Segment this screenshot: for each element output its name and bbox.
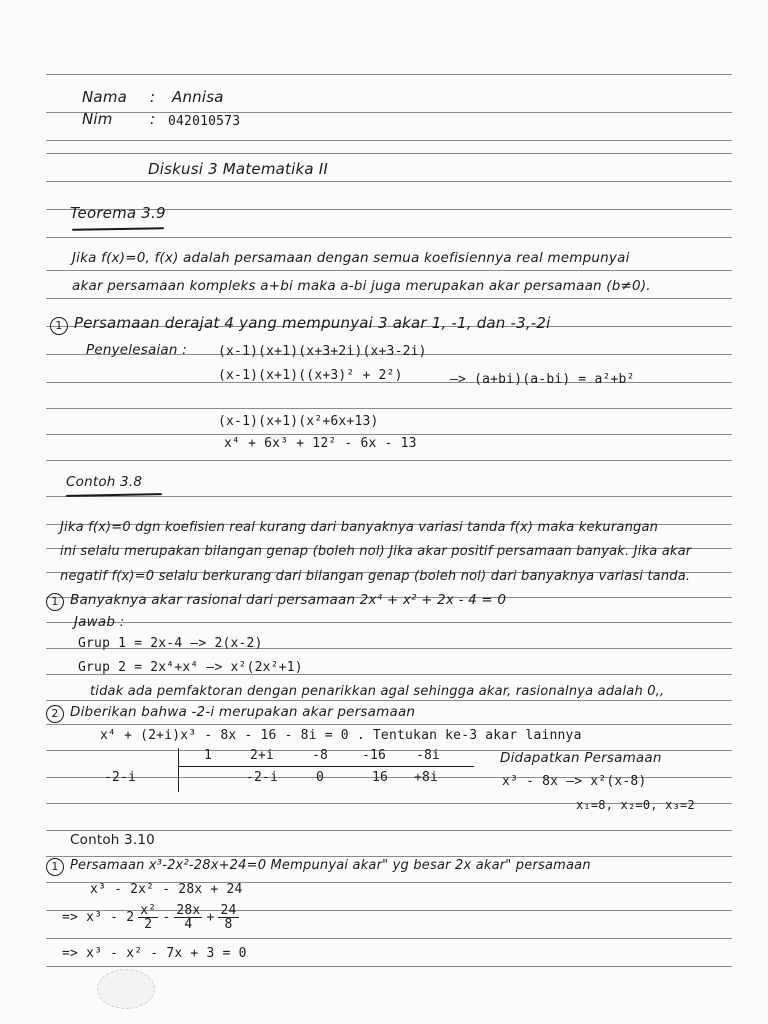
ruled-line — [46, 724, 732, 725]
nim-label: Nim — [82, 110, 113, 128]
result-equation: x³ - 8x —> x²(x-8) — [502, 774, 647, 789]
ruled-line — [46, 966, 732, 967]
equation-line-3: => x³ - x² - 7x + 3 = 0 — [62, 946, 247, 961]
solution-label: Penyelesaian : — [86, 342, 187, 358]
division-vertical-line — [178, 748, 179, 792]
nim-value: 042010573 — [168, 114, 241, 129]
name-label: Nama — [82, 88, 128, 106]
division-divisor: -2-i — [104, 770, 137, 785]
solution-note: —> (a+bi)(a-bi) = a²+b² — [450, 372, 635, 387]
ruled-line — [46, 434, 732, 435]
ruled-line — [46, 496, 732, 497]
question-1-text: Persamaan derajat 4 yang mempunyai 3 akar 1, -1, dan -3,-2i — [74, 314, 551, 332]
question-1-text: Banyaknya akar rasional dari persamaan 2x⁴ + x² + 2x - 4 = 0 — [70, 592, 507, 608]
contoh-38-text-2: ini selalu merupakan bilangan genap (boleh nol) Jika akar positif persamaan banyak. Jika akar — [60, 544, 692, 559]
name-value: Annisa — [172, 88, 224, 106]
fraction — [174, 904, 202, 931]
name-separator: : — [150, 88, 156, 106]
fraction-numerator: x² — [140, 903, 157, 918]
contoh-38-question-1 — [46, 592, 506, 611]
teorema-question-1 — [50, 314, 551, 335]
ruled-line — [46, 622, 732, 623]
division-cell: -2-i — [246, 770, 279, 785]
ruled-line — [46, 830, 732, 831]
ruled-line — [46, 74, 732, 75]
contoh-38-text-3: negatif f(x)=0 selalu berkurang dari bilangan genap (boleh nol) dari banyaknya variasi tanda. — [60, 569, 691, 584]
question-number-circle: 1 — [46, 593, 64, 611]
fraction-denominator: 8 — [224, 917, 233, 932]
ruled-line — [46, 270, 732, 271]
minus-sign: - — [162, 910, 171, 925]
question-number-circle: 1 — [50, 317, 68, 335]
equation-line-2 — [62, 904, 243, 931]
ruled-line — [46, 460, 732, 461]
equation-line-2-prefix: => x³ - 2 — [62, 910, 135, 925]
question-1-text: Persamaan x³-2x²-28x+24=0 Mempunyai akar" yg besar 2x akar" persamaan — [70, 858, 591, 873]
division-cell: 0 — [316, 770, 325, 785]
group-2: Grup 2 = 2x⁴+x⁴ —> x²(2x²+1) — [78, 660, 303, 675]
plus-sign: + — [206, 910, 215, 925]
group-1: Grup 1 = 2x-4 —> 2(x-2) — [78, 636, 263, 651]
question-number-circle: 2 — [46, 705, 64, 723]
contoh-38-text-1: Jika f(x)=0 dgn koefisien real kurang dari banyaknya variasi tanda f(x) maka kekurangan — [60, 520, 659, 535]
teorema-text-2: akar persamaan kompleks a+bi maka a-bi juga merupakan akar persamaan (b≠0). — [72, 278, 651, 294]
contoh-310-heading: Contoh 3.10 — [70, 832, 155, 848]
nim-separator: : — [150, 110, 156, 128]
fraction-denominator: 2 — [144, 917, 153, 932]
division-cell: -8i — [416, 748, 441, 763]
fraction — [218, 904, 238, 931]
page-title: Diskusi 3 Matematika II — [148, 160, 328, 178]
question-number-circle: 1 — [46, 858, 64, 876]
fraction — [138, 904, 158, 931]
result-label: Didapatkan Persamaan — [500, 750, 662, 766]
contoh-38-question-2 — [46, 704, 415, 723]
conclusion: tidak ada pemfaktoran dengan penarikkan agal sehingga akar, rasionalnya adalah 0,, — [90, 684, 665, 699]
solution-step-3: (x-1)(x+1)(x²+6x+13) — [218, 414, 379, 429]
ruled-line — [46, 140, 732, 141]
division-horizontal-line — [178, 766, 474, 767]
question-2-text: Diberikan bahwa -2-i merupakan akar persamaan — [70, 704, 416, 720]
answer-label: Jawab : — [74, 614, 125, 630]
ruled-line — [46, 112, 732, 113]
ruled-line — [46, 181, 732, 182]
ruled-line — [46, 298, 732, 299]
teorema-text-1: Jika f(x)=0, f(x) adalah persamaan dengan semua koefisiennya real mempunyai — [72, 250, 630, 266]
fraction-denominator: 4 — [184, 917, 193, 932]
ruled-line — [46, 938, 732, 939]
division-cell: 2+i — [250, 748, 275, 763]
watermark-stamp — [97, 969, 155, 1009]
heading-underline — [72, 227, 164, 231]
solution-step-2: (x-1)(x+1)((x+3)² + 2²) — [218, 368, 403, 383]
division-cell: 16 — [372, 770, 389, 785]
division-cell: 1 — [204, 748, 213, 763]
division-cell: -16 — [362, 748, 387, 763]
ruled-line — [46, 153, 732, 154]
ruled-line — [46, 408, 732, 409]
contoh-310-question-1 — [46, 858, 591, 876]
division-cell: -8 — [312, 748, 329, 763]
teorema-heading: Teorema 3.9 — [70, 204, 166, 222]
solution-step-1: (x-1)(x+1)(x+3+2i)(x+3-2i) — [218, 344, 427, 359]
ruled-line — [46, 856, 732, 857]
ruled-line — [46, 237, 732, 238]
question-2-equation: x⁴ + (2+i)x³ - 8x - 16 - 8i = 0 . Tentukan ke-3 akar lainnya — [100, 728, 582, 743]
ruled-line — [46, 700, 732, 701]
fraction-numerator: 24 — [220, 903, 237, 918]
fraction-numerator: 28x — [176, 903, 201, 918]
result-roots: x₁=8, x₂=0, x₃=2 — [576, 798, 695, 812]
equation-line-1: x³ - 2x² - 28x + 24 — [90, 882, 243, 897]
division-cell: +8i — [414, 770, 439, 785]
contoh-38-heading: Contoh 3.8 — [66, 474, 143, 490]
solution-step-4: x⁴ + 6x³ + 12² - 6x - 13 — [224, 436, 417, 451]
